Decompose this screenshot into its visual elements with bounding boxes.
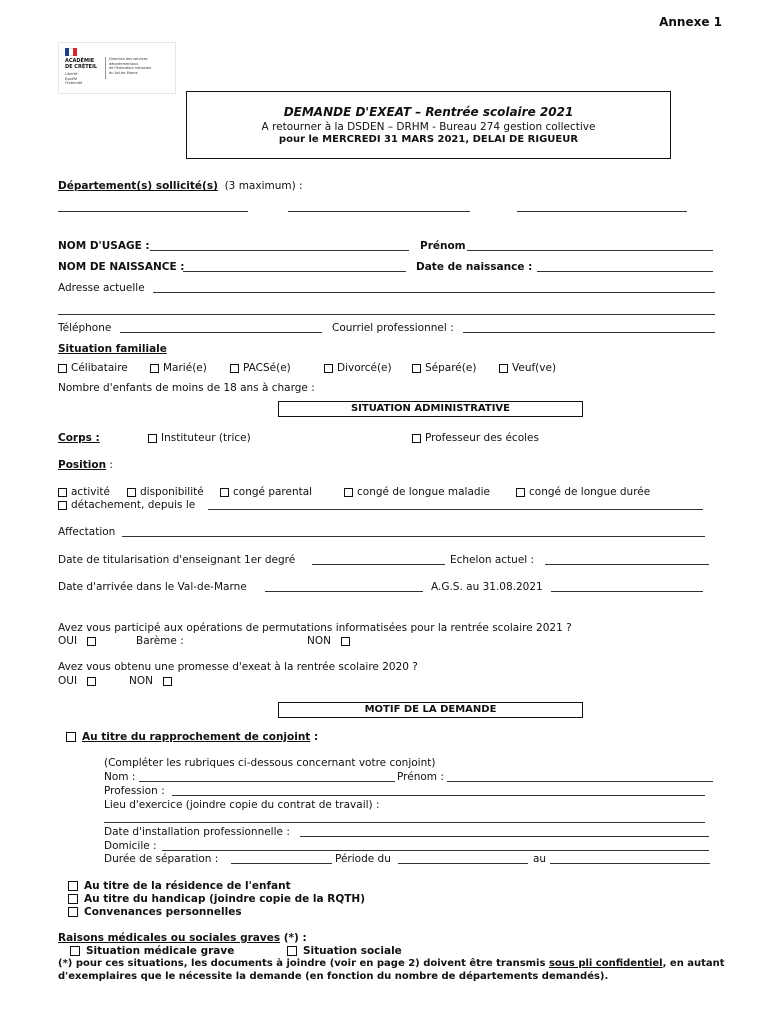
courriel-label: Courriel professionnel : [332,322,454,334]
arrivee-field[interactable] [265,591,423,592]
conjoint-profession-field[interactable] [172,795,705,796]
nom-naissance-label: NOM DE NAISSANCE : [58,261,185,273]
conjoint-prenom-label: Prénom : [397,771,444,783]
header-box [186,91,671,159]
periode-fin-field[interactable] [550,863,710,864]
form-deadline: pour le MERCREDI 31 MARS 2021, DELAI DE RIGUEUR [278,134,579,145]
checkbox-icon [58,364,67,373]
adresse-label: Adresse actuelle [58,282,145,294]
checkbox-icon [58,488,67,497]
question-promesse: Avez vous obtenu une promesse d'exeat à la rentrée scolaire 2020 ? [58,661,418,673]
checkbox-icon [58,501,67,510]
conjoint-instructions: (Compléter les rubriques ci-dessous concernant votre conjoint) [104,757,436,769]
adresse-field[interactable] [153,292,715,293]
family-option[interactable]: Célibataire [58,362,128,374]
ags-label: A.G.S. au 31.08.2021 [431,581,543,593]
corps-option[interactable]: Instituteur (trice) [148,432,251,444]
departments-note: (3 maximum) : [224,180,303,192]
corps-option[interactable]: Professeur des écoles [412,432,539,444]
checkbox-icon [148,434,157,443]
corps-label: Corps : [58,432,100,444]
residence-option[interactable]: Au titre de la résidence de l'enfant [68,880,291,892]
checkbox-icon [499,364,508,373]
departments-label: Département(s) sollicité(s) [58,180,218,192]
checkbox-icon [341,637,350,646]
logo-text: de l'éducation nationale [109,66,152,70]
department-field-3[interactable] [517,211,687,212]
q1-non-option[interactable]: NON [307,635,354,647]
checkbox-icon [324,364,333,373]
footnote-line-2: d'exemplaires que le nécessite la demande (en fonction du nombre de départements demandés). [58,971,609,982]
echelon-field[interactable] [545,564,709,565]
conjoint-domicile-label: Domicile : [104,840,157,852]
logo-text: Égalité [65,76,78,81]
family-option[interactable]: Divorcé(e) [324,362,392,374]
logo-text: Fraternité [65,81,83,85]
titularisation-field[interactable] [312,564,445,565]
prenom-label: Prénom [420,240,466,252]
position-option[interactable]: activité [58,486,110,498]
checkbox-icon [68,894,78,904]
departments-row [58,180,303,192]
logo-text: Liberté [65,72,78,76]
nom-usage-field[interactable] [150,250,409,251]
marianne-flag-icon [65,48,77,56]
department-field-1[interactable] [58,211,248,212]
affectation-field[interactable] [122,536,705,537]
bareme-label: Barème : [136,635,184,647]
date-naissance-field[interactable] [537,271,713,272]
checkbox-icon [412,434,421,443]
telephone-field[interactable] [120,332,322,333]
conjoint-prenom-field[interactable] [447,781,713,782]
conjoint-nom-label: Nom : [104,771,136,783]
conjoint-lieu-field[interactable] [104,822,705,823]
duree-field[interactable] [231,863,332,864]
sociale-option[interactable]: Situation sociale [287,945,402,957]
nom-usage-label: NOM D'USAGE : [58,240,150,252]
conjoint-installation-label: Date d'installation professionnelle : [104,826,290,838]
position-option[interactable]: congé parental [220,486,312,498]
children-label: Nombre d'enfants de moins de 18 ans à charge : [58,382,315,394]
department-field-2[interactable] [288,211,470,212]
checkbox-icon [127,488,136,497]
conjoint-installation-field[interactable] [300,836,709,837]
position-option[interactable]: congé de longue maladie [344,486,490,498]
checkbox-icon [163,677,172,686]
q1-oui-option[interactable]: OUI [58,635,100,647]
checkbox-icon [412,364,421,373]
q2-non-option[interactable]: NON [129,675,176,687]
position-option[interactable]: disponibilité [127,486,204,498]
annex-label: Annexe 1 [659,15,722,29]
logo-text: du Val-de-Marne [109,70,138,75]
ags-field[interactable] [551,591,703,592]
checkbox-icon [87,637,96,646]
prenom-field[interactable] [467,250,713,251]
medicale-option[interactable]: Situation médicale grave [70,945,234,957]
position-option[interactable]: détachement, depuis le [58,499,195,511]
family-option[interactable]: Marié(e) [150,362,207,374]
checkbox-icon [87,677,96,686]
titularisation-label: Date de titularisation d'enseignant 1er degré [58,554,296,566]
checkbox-icon [68,881,78,891]
echelon-label: Echelon actuel : [450,554,535,566]
checkbox-icon [220,488,229,497]
family-option[interactable]: PACSé(e) [230,362,291,374]
checkbox-icon [344,488,353,497]
checkbox-icon [230,364,239,373]
family-option[interactable]: Veuf(ve) [499,362,556,374]
au-label: au [533,853,547,865]
checkbox-icon [150,364,159,373]
telephone-label: Téléphone [58,322,112,334]
form-title: DEMANDE D'EXEAT – Rentrée scolaire 2021 [283,105,574,119]
nom-naissance-field[interactable] [183,271,406,272]
conjoint-profession-label: Profession : [104,785,165,797]
position-row: Position : [58,459,113,471]
checkbox-icon [70,946,80,956]
footnote-line-1: (*) pour ces situations, les documents à joindre (voir en page 2) doivent être transmis sous pli confidentiel, en autant [58,958,725,969]
question-permutations: Avez vous participé aux opérations de permutations informatisées pour la rentrée scolaire 2021 ? [58,622,572,634]
raisons-heading: Raisons médicales ou sociales graves (*) : [58,932,307,944]
family-option[interactable]: Séparé(e) [412,362,476,374]
checkbox-icon [516,488,525,497]
adresse-field-2[interactable] [58,314,715,315]
affectation-label: Affectation [58,526,116,538]
logo-text: Direction des services départementaux [109,57,148,66]
checkbox-icon [287,946,297,956]
family-heading: Situation familiale [58,343,167,355]
periode-debut-field[interactable] [398,863,528,864]
handicap-option[interactable]: Au titre du handicap (joindre copie de la RQTH) [68,893,365,905]
q2-oui-option[interactable]: OUI [58,675,100,687]
academy-logo [58,42,176,94]
convenances-option[interactable]: Convenances personnelles [68,906,242,918]
courriel-field[interactable] [463,332,715,333]
conjoint-domicile-field[interactable] [162,850,709,851]
date-naissance-label: Date de naissance : [416,261,533,273]
position-label: Position [58,459,107,471]
periode-label: Période du [335,853,391,865]
motif-heading: MOTIF DE LA DEMANDE [278,702,583,718]
duree-label: Durée de séparation : [104,853,219,865]
position-option[interactable]: congé de longue durée [516,486,650,498]
conjoint-option[interactable]: Au titre du rapprochement de conjoint : [66,731,318,743]
arrivee-label: Date d'arrivée dans le Val-de-Marne [58,581,247,593]
logo-text: DE CRÉTEIL [65,64,98,70]
detachement-date-field[interactable] [208,509,703,510]
form-subtitle: A retourner à la DSDEN – DRHM - Bureau 274 gestion collective [261,121,596,133]
admin-heading: SITUATION ADMINISTRATIVE [278,401,583,417]
conjoint-lieu-label: Lieu d'exercice (joindre copie du contrat de travail) : [104,799,380,811]
checkbox-icon [68,907,78,917]
logo-text: ACADÉMIE [65,58,95,64]
checkbox-icon [66,732,76,742]
conjoint-nom-field[interactable] [139,781,395,782]
